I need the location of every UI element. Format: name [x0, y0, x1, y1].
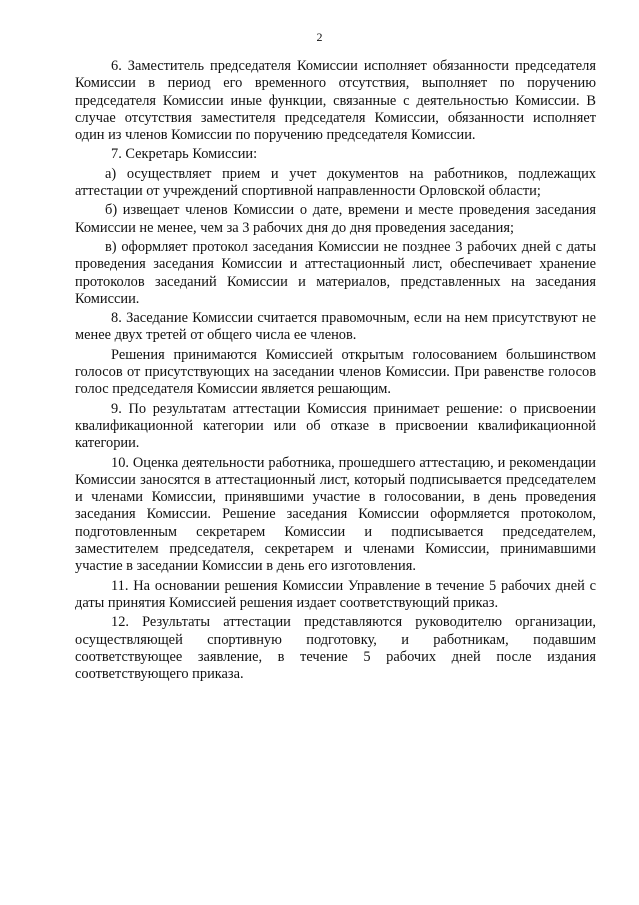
paragraph-11: 11. На основании решения Комиссии Управление в течение 5 рабочих дней с даты принятия Комиссией решения издает соответствующий приказ.: [75, 577, 596, 611]
document-body: [75, 58, 596, 685]
paragraph-8: 8. Заседание Комиссии считается правомочным, если на нем присутствуют не менее двух третей от общего числа ее членов.: [75, 310, 596, 344]
paragraph-6: 6. Заместитель председателя Комиссии исполняет обязанности председателя Комиссии в период его временного отсутствия, выполняет по поручению председателя Комиссии иные функции, связанные с деятельностью Комиссии. В случае отсутствия заместителя председателя Комиссии, обязанности исполняет один из членов Комиссии по поручению председателя Комиссии.: [75, 58, 596, 144]
paragraph-7a: а) осуществляет прием и учет документов на работников, подлежащих аттестации от учреждений спортивной направленности Орловской области;: [75, 165, 596, 200]
paragraph-12: 12. Результаты аттестации представляются руководителю организации, осуществляющей спортивную подготовку, и работникам, подавшим соответствующее заявление, в течение 5 рабочих дней после издания соответствующего приказа.: [75, 614, 596, 683]
paragraph-7: 7. Секретарь Комиссии:: [111, 146, 258, 163]
paragraph-7b: б) извещает членов Комиссии о дате, времени и месте проведения заседания Комиссии не менее, чем за 3 рабочих дня до дня проведения заседания;: [75, 202, 596, 236]
page-number: 2: [316, 30, 323, 44]
paragraph-10: 10. Оценка деятельности работника, прошедшего аттестацию, и рекомендации Комиссии заносятся в аттестационный лист, который подписывается председателем и членами Комиссии, принявшими участие в голосовании, в день проведения заседания Комиссии. Решение заседания Комиссии оформляется протоколом, подготовленным секретарем Комиссии и подписывается председателем, заместителем председателя, секретарем и членами Комиссии, принимавшими участие в заседании Комиссии в день его изготовления.: [75, 454, 596, 575]
paragraph-decisions: Решения принимаются Комиссией открытым голосованием большинством голосов от присутствующих на заседании членов Комиссии. При равенстве голосов голос председателя Комиссии является решающим.: [75, 346, 596, 398]
paragraph-7v: в) оформляет протокол заседания Комиссии не позднее 3 рабочих дней с даты проведения заседания Комиссии и аттестационный лист, обеспечивает хранение протоколов заседаний Комиссии и материалов, представленных на заседания Комиссии.: [75, 238, 596, 307]
paragraph-9: 9. По результатам аттестации Комиссия принимает решение: о присвоении квалификационной категории или об отказе в присвоении квалификационной категории.: [75, 400, 596, 452]
